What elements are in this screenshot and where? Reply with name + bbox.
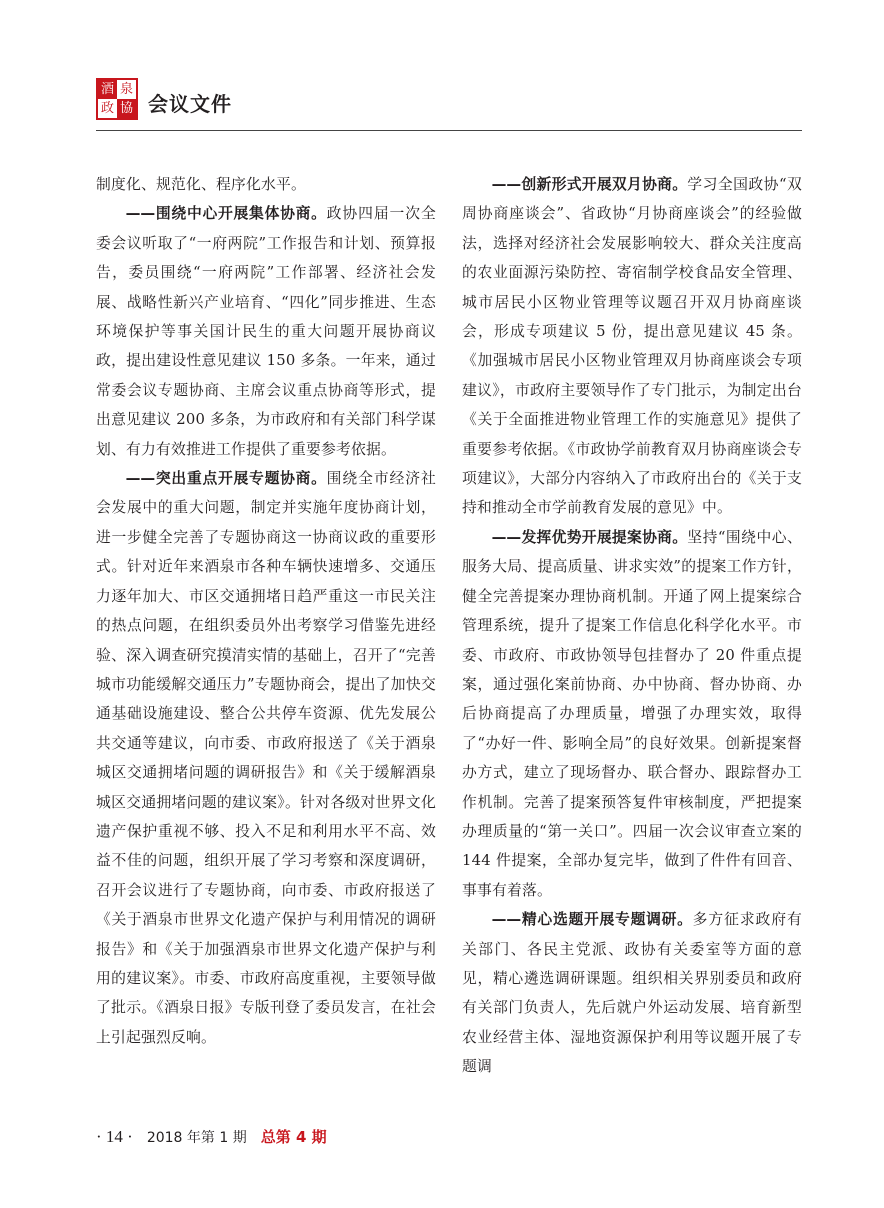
section-title: 会议文件 [148, 92, 232, 116]
paragraph-heading: ——突出重点开展专题协商。 [125, 470, 327, 488]
paragraph-heading: ——发挥优势开展提案协商。 [491, 528, 688, 546]
paragraph [96, 170, 436, 199]
header-rule [96, 130, 802, 131]
paragraph-text: 制度化、规范化、程序化水平。 [96, 176, 306, 193]
paragraph [462, 170, 802, 523]
page-number: · 14 · [96, 1127, 133, 1146]
paragraph-text: 政协四届一次全委会议听取了“一府两院”工作报告和计划、预算报告，委员围绕“一府两院”工作部署、经济社会发展、战略性新兴产业培育、“四化”同步推进、生态环境保护等事关国计民生的重大问题开展协商议政，提出建设性意见建议 150 多条。一年来，通过常委会议专题协商、主席会议重点协商等形式，提出意见建议 200 多条，为市政府和有关部门科学谋划、有力有效推进工作提供了重要参考依据。 [96, 205, 436, 458]
paragraph [96, 464, 436, 1052]
seal-char: 酒 [100, 82, 114, 97]
paragraph-text: 坚持“围绕中心、服务大局、提高质量、讲求实效”的提案工作方针，健全完善提案办理协商机制。开通了网上提案综合管理系统，提升了提案工作信息化科学化水平。市委、市政府、市政协领导包挂督办了 20 件重点提案，通过强化案前协商、办中协商、督办协商、办后协商提高了办理质量，增强了办理实效，取得了“办好一件、影响全局”的良好效果。创新提案督办方式，建立了现场督办、联合督办、跟踪督办工作机制。完善了提案预答复件审核制度，严把提案办理质量的“第一关口”。四届一次会议审查立案的 144 件提案，全部办复完毕，做到了件件有回音、事事有着落。 [462, 528, 802, 899]
right-column [462, 170, 802, 1082]
paragraph-text: 学习全国政协“双周协商座谈会”、省政协“月协商座谈会”的经验做法，选择对经济社会发展影响较大、群众关注度高的农业面源污染防控、寄宿制学校食品安全管理、城市居民小区物业管理等议题召开双月协商座谈会，形成专项建议 5 份，提出意见建议 45 条。《加强城市居民小区物业管理双月协商座谈会专项建议》，市政府主要领导作了专门批示，为制定出台《关于全面推进物业管理工作的实施意见》提供了重要参考依据。《市政协学前教育双月协商座谈会专项建议》，大部分内容纳入了市政府出台的《关于支持和推动全市学前教育发展的意见》中。 [462, 176, 802, 517]
total-issue-label: 总第 4 期 [260, 1128, 327, 1146]
page-header [96, 78, 802, 126]
seal-char: 協 [119, 101, 133, 116]
paragraph-heading: ——创新形式开展双月协商。 [491, 176, 688, 193]
seal-char: 政 [98, 99, 117, 118]
issue-label: 2018 年第 1 期 [146, 1130, 247, 1146]
paragraph [96, 199, 436, 464]
paragraph [462, 905, 802, 1081]
page-footer [96, 1126, 327, 1147]
paragraph [462, 523, 802, 905]
seal-char: 泉 [117, 80, 136, 99]
paragraph-heading: ——围绕中心开展集体协商。 [125, 205, 327, 223]
left-column [96, 170, 436, 1052]
paragraph-text: 多方征求政府有关部门、各民主党派、政协有关委室等方面的意见，精心遴选调研课题。组织相关界别委员和政府有关部门负责人，先后就户外运动发展、培育新型农业经营主体、湿地资源保护利用等议题开展了专题调 [462, 911, 802, 1076]
cppcc-seal-logo [96, 78, 138, 120]
paragraph-text: 围绕全市经济社会发展中的重大问题，制定并实施年度协商计划，进一步健全完善了专题协商这一协商议政的重要形式。针对近年来酒泉市各种车辆快速增多、交通压力逐年加大、市区交通拥堵日趋严重这一市民关注的热点问题，在组织委员外出考察学习借鉴先进经验、深入调查研究摸清实情的基础上，召开了“完善城市功能缓解交通压力”专题协商会，提出了加快交通基础设施建设、整合公共停车资源、优先发展公共交通等建议，向市委、市政府报送了《关于酒泉城区交通拥堵问题的调研报告》和《关于缓解酒泉城区交通拥堵问题的建议案》。针对各级对世界文化遗产保护重视不够、投入不足和利用水平不高、效益不佳的问题，组织开展了学习考察和深度调研，召开会议进行了专题协商，向市委、市政府报送了《关于酒泉市世界文化遗产保护与利用情况的调研报告》和《关于加强酒泉市世界文化遗产保护与利用的建议案》。市委、市政府高度重视，主要领导做了批示。《酒泉日报》专版刊登了委员发言，在社会上引起强烈反响。 [96, 470, 436, 1046]
paragraph-heading: ——精心选题开展专题调研。 [491, 911, 693, 929]
